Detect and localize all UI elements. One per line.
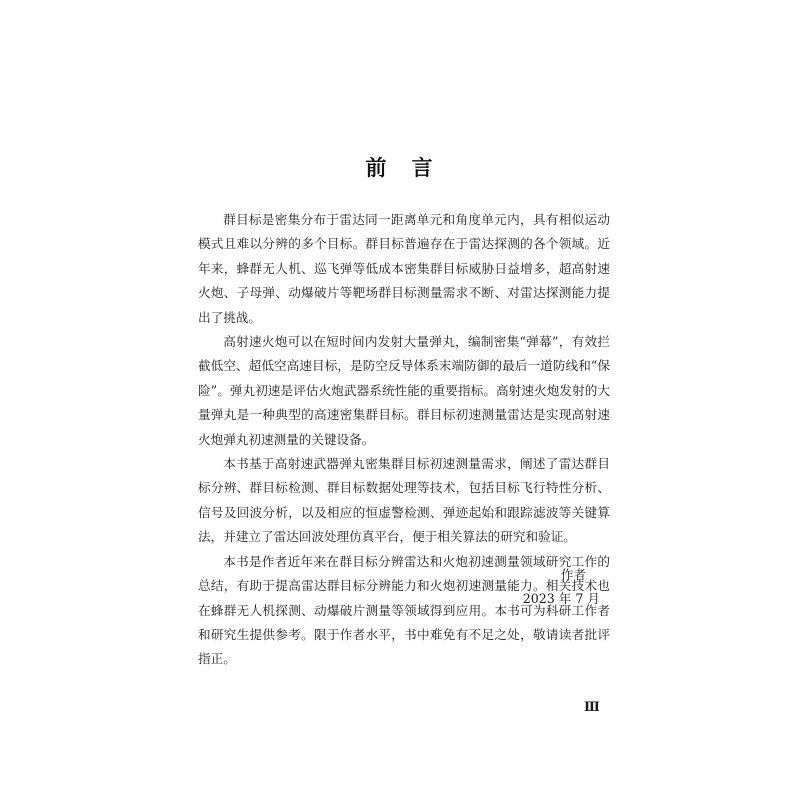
signature-block — [523, 563, 600, 611]
paragraph: 本书基于高射速武器弹丸密集群目标初速测量需求，阐述了雷达群目标分辨、群目标检测、群目标数据处理等技术，包括目标飞行特性分析、信号及回波分析，以及相应的恒虚警检测、弹迹起始和跟踪滤波等关键算法，并建立了雷达回波处理仿真平台，便于相关算法的研究和验证。 — [198, 456, 610, 545]
paragraph: 群目标是密集分布于雷达同一距离单元和角度单元内，具有相似运动模式且难以分辨的多个目标。群目标普遍存在于雷达探测的各个领域。近年来，蜂群无人机、巡飞弹等低成本密集群目标威胁日益增多，超高射速火炮、子母弹、动爆破片等靶场群目标测量需求不断、对雷达探测能力提出了挑战。 — [198, 212, 610, 325]
date-label: 2023 年 7 月 — [522, 591, 600, 606]
page-title: 前 言 — [365, 156, 435, 180]
paragraph: 本书是作者近年来在群目标分辨雷达和火炮初速测量领域研究工作的总结，有助于提高雷达群目标分辨能力和火炮初速测量能力。相关技术也在蜂群无人机探测、动爆破片测量等领域得到应用。本书可为科研工作者和研究生提供参考。限于作者水平，书中难免有不足之处，敬请读者批评指正。 — [198, 553, 610, 667]
author-label: 作者 — [560, 567, 586, 582]
page-number: Ⅲ — [584, 700, 600, 715]
paragraph: 高射速火炮可以在短时间内发射大量弹丸，编制密集“弹幕”，有效拦截低空、超低空高速目标，是防空反导体系末端防御的最后一道防线和“保险”。弹丸初速是评估火炮武器系统性能的重要指标。高射速火炮发射的大量弹丸是一种典型的高速密集群目标。群目标初速测量雷达是实现高射速火炮弹丸初速测量的关键设备。 — [198, 334, 610, 447]
